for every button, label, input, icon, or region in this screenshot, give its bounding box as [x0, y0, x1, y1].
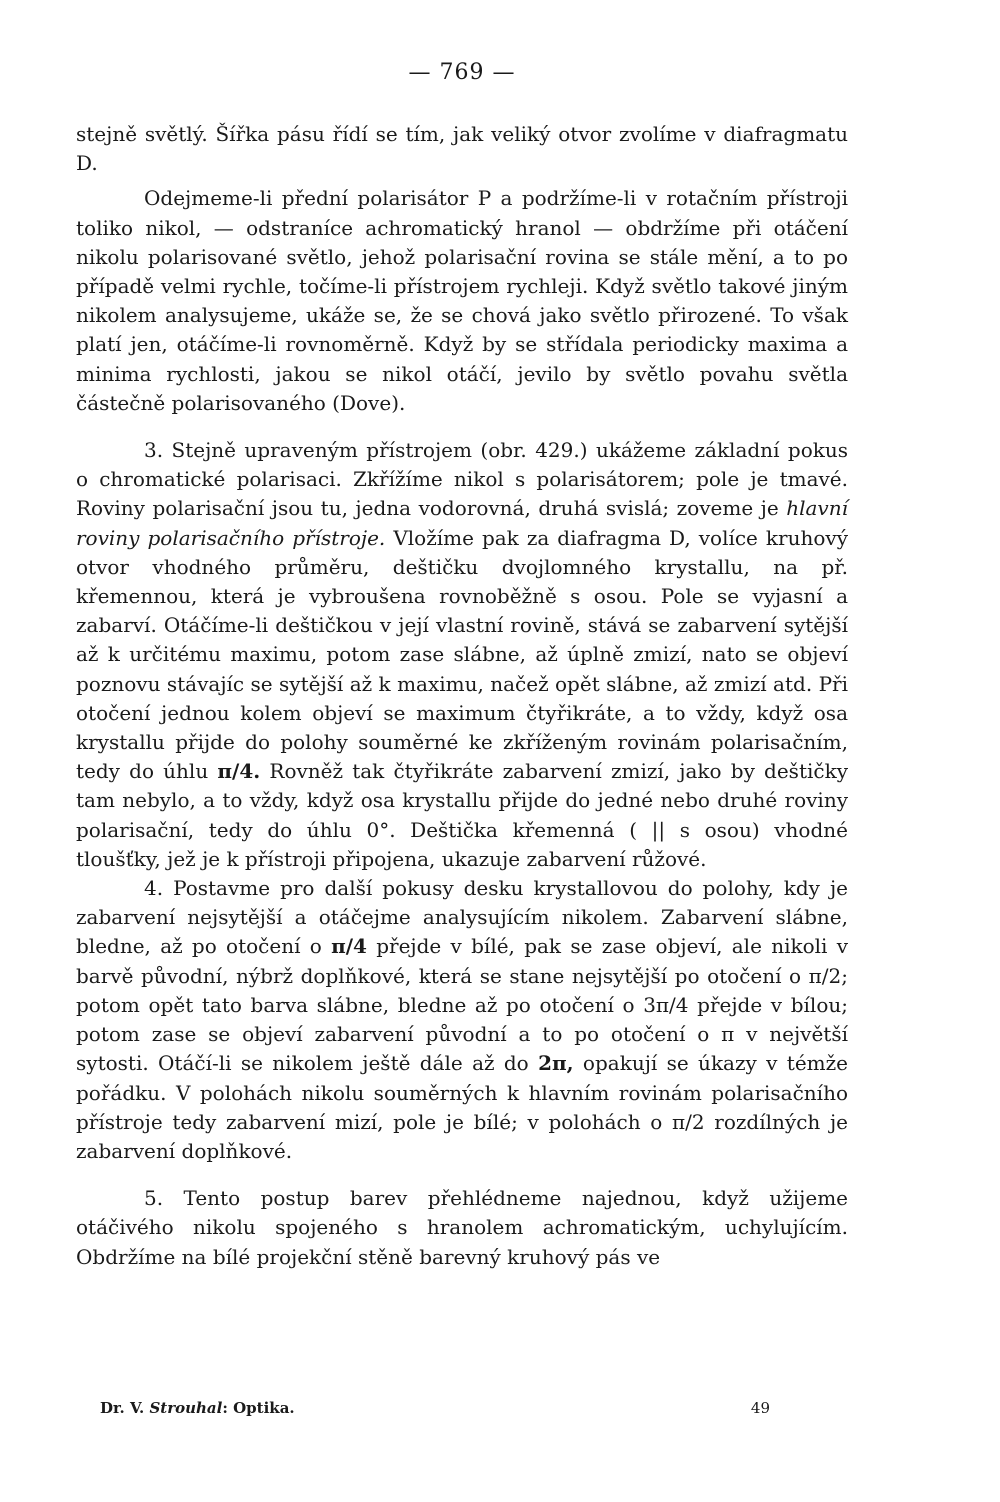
math-expression: π/4 — [331, 934, 367, 959]
emphasis-term: hlavní roviny polarisačního přístroje. — [76, 496, 848, 550]
paragraph-section-4 — [76, 874, 848, 1166]
text-run: opakují se úkazy v témže pořádku. V polohách nikolu souměrných k hlavním rovinám polarisačního přístroje tedy zabarvení mizí, pole je bílé; v polohách o π/2 rozdílných je zabarvení doplňkové. — [76, 1051, 849, 1163]
author-prefix: Dr. V. — [100, 1399, 150, 1417]
author-name: Strouhal — [149, 1399, 223, 1417]
text-run: Rovněž tak čtyřikráte zabarvení zmizí, jako by deštičky tam nebylo, a to vždy, když osa krystallu přijde do jedné nebo druhé roviny polarisační, tedy do úhlu 0°. Deštička křemenná ( || s osou) vhodné tloušťky, jež je k přístroji připojena, ukazuje zabarvení růžové. — [76, 759, 848, 871]
text-run: přejde v bílé, pak se zase objeví, ale nikoli v barvě původní, nýbrž doplňkové, která se stane nejsytější po otočení o π/2; potom opět tato barva slábne, bledne až po otočení o 3π/4 přejde v bílou; potom zase se objeví zabarvení původní a to po otočení o π v největší sytosti. Otáčí-li se nikolem ještě dále až do — [76, 934, 848, 1076]
author-suffix: : Optika. — [222, 1399, 295, 1417]
page-footer — [100, 1398, 770, 1418]
text-run: Vložíme pak za diafragma D, volíce kruhový otvor vhodného průměru, deštičku dvojlomného krystallu, na př. křemennou, která je vybroušena rovnoběžně s osou. Pole se vyjasní a zabarví. Otáčíme-li deštičkou v její vlastní rovině, stává se zabarvení sytější až k určitému maximu, potom zase slábne, až úplně zmizí, nato se objeví poznovu stávajíc se sytější až k maximu, načež opět slábne, až zmizí atd. Při otočení jednou kolem objeví se maximum čtyřikráte, a to vždy, když osa krystallu přijde do polohy souměrné ke zkříženým rovinám polarisačním, tedy do úhlu — [76, 525, 848, 784]
footer-author — [100, 1398, 295, 1418]
math-expression: 2π, — [538, 1051, 574, 1076]
signature-mark: 49 — [750, 1399, 770, 1417]
paragraph-polarisator: Odejmeme-li přední polarisátor P a podržíme-li v rotačním přístroji toliko nikol, — odstraníce achromatický hranol — obdržíme při otáčení nikolu polarisované světlo, jehož polarisační rovina se stále mění, a to po případě velmi rychle, točíme-li přístrojem rychleji. Když světlo takové jiným nikolem analysujeme, ukáže se, že se chová jako světlo přirozené. To však platí jen, otáčíme-li rovnoměrně. Když by se střídala periodicky maxima a minima rychlosti, jakou se nikol otáčí, jevilo by světlo povahu světla částečně polarisovaného (Dove). — [76, 186, 848, 415]
paragraph-continuation: stejně světlý. Šířka pásu řídí se tím, jak veliký otvor zvolíme v diafragmatu D. — [76, 122, 848, 176]
paragraph-section-3 — [76, 436, 848, 874]
math-expression: π/4. — [217, 759, 261, 784]
text-run: 3. Stejně upraveným přístrojem (obr. 429.) ukážeme základní pokus o chromatické polarisaci. Zkřížíme nikol s polarisátorem; pole je tmavé. Roviny polarisační jsou tu, jedna vodorovná, druhá svislá; zoveme je — [76, 438, 848, 521]
page-body — [76, 58, 848, 1272]
text-run: 4. Postavme pro další pokusy desku krystallovou do polohy, kdy je zabarvení nejsytější a otáčejme analysujícím nikolem. Zabarvení slábne, bledne, až po otočení o — [76, 876, 848, 959]
paragraph-section-5: 5. Tento postup barev přehlédneme najednou, když užijeme otáčivého nikolu spojeného s hranolem achromatickým, uchylujícím. Obdržíme na bílé projekční stěně barevný kruhový pás ve — [76, 1186, 848, 1269]
page-number: — 769 — — [408, 60, 516, 85]
